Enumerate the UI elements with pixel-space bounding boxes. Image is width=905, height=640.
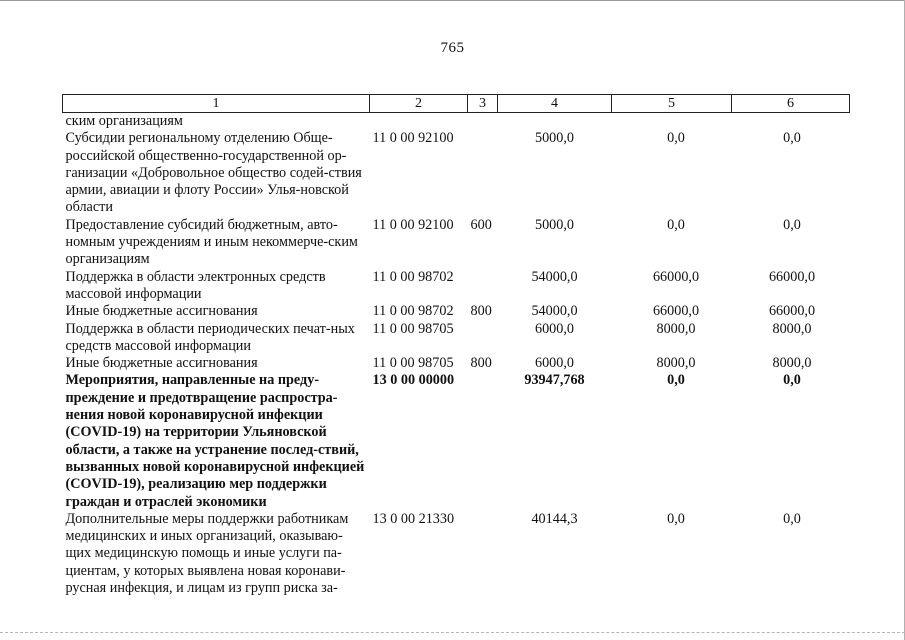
row-value-4: 54000,0	[531, 303, 578, 320]
page-top-edge	[0, 0, 905, 1]
row-code: 11 0 00 92100	[372, 216, 454, 233]
row-code: 11 0 00 98702	[372, 303, 454, 320]
row-expense-type	[468, 372, 498, 510]
budget-table	[62, 94, 850, 597]
row-expense-type	[468, 113, 498, 131]
row-value-6: 66000,0	[768, 303, 816, 320]
row-expense-type: 800	[470, 355, 492, 372]
row-value-5: 0,0	[667, 510, 685, 527]
row-name: Иные бюджетные ассигнования	[65, 303, 258, 320]
table-row	[63, 130, 850, 216]
row-value-6: 0,0	[783, 130, 801, 147]
row-name: Дополнительные меры поддержки работникам медицинских и иных организаций, оказываю-щих медицинскую помощь и иные услуги па-циентам, у которых выявлена новая коронави-русная инфекция, и лицам из групп риска за-	[65, 510, 349, 597]
row-name: Субсидии региональному отделению Обще-российской общественно-государственной ор-ганизации «Добровольное общество содей-ствия армии, авиации и флоту России» Улья-новской области	[65, 130, 362, 216]
row-value-5: 0,0	[667, 130, 685, 147]
row-code: 13 0 00 00000	[372, 372, 455, 389]
row-name: Поддержка в области периодических печат-ных средств массовой информации	[65, 320, 355, 354]
table-row	[63, 303, 850, 320]
table-row	[63, 217, 850, 269]
row-code: 11 0 00 98705	[372, 355, 454, 372]
row-value-5	[612, 113, 732, 131]
row-expense-type	[468, 130, 498, 216]
row-value-4: 40144,3	[531, 510, 578, 527]
row-name: Иные бюджетные ассигнования	[65, 355, 258, 372]
column-header-6: 6	[732, 95, 850, 113]
row-name: Предоставление субсидий бюджетным, авто-номным учреждениям и иным некоммерче-ским организациям	[65, 216, 358, 268]
row-value-5: 0,0	[667, 216, 685, 233]
row-value-4: 5000,0	[534, 130, 574, 147]
row-value-5: 0,0	[667, 372, 685, 389]
row-value-4: 54000,0	[531, 268, 578, 285]
row-code: 11 0 00 98702	[372, 268, 454, 285]
row-expense-type	[468, 269, 498, 304]
row-name: Мероприятия, направленные на преду-преждение и предотвращение распростра-нения новой коронавирусной инфекции (COVID-19) на территории Ульяновской области, а также на устранение послед-ствий, вызванных новой коронавирусной инфекцией (COVID-19), реализацию мер поддержки граждан и отраслей экономики	[65, 372, 365, 510]
row-value-6: 8000,0	[772, 320, 812, 337]
column-header-2: 2	[370, 95, 468, 113]
table-row	[63, 269, 850, 304]
column-header-5: 5	[612, 95, 732, 113]
table-body	[63, 113, 850, 598]
row-value-4: 6000,0	[534, 320, 574, 337]
column-header-4: 4	[498, 95, 612, 113]
table-row-section	[63, 372, 850, 510]
row-name: ским организациям	[65, 113, 183, 129]
row-code: 11 0 00 98705	[372, 320, 454, 337]
row-expense-type	[468, 321, 498, 356]
row-value-6: 66000,0	[768, 268, 816, 285]
page-number: 765	[440, 40, 465, 56]
row-name: Поддержка в области электронных средств массовой информации	[65, 268, 326, 302]
row-value-6: 8000,0	[772, 355, 812, 372]
row-value-6: 0,0	[783, 216, 801, 233]
row-value-5: 66000,0	[652, 303, 700, 320]
row-code	[370, 113, 468, 131]
row-value-6: 0,0	[783, 510, 801, 527]
header-row	[63, 95, 850, 113]
row-value-4: 6000,0	[534, 355, 574, 372]
table-header	[63, 95, 850, 113]
table-row	[63, 511, 850, 597]
row-value-6: 0,0	[783, 372, 801, 389]
row-value-4: 93947,768	[524, 372, 585, 389]
row-code: 11 0 00 92100	[372, 130, 454, 147]
column-header-1: 1	[63, 95, 370, 113]
table-row	[63, 113, 850, 131]
row-code: 13 0 00 21330	[372, 510, 455, 527]
page-bottom-edge	[0, 632, 905, 634]
row-expense-type: 800	[470, 303, 492, 320]
row-value-5: 8000,0	[656, 320, 696, 337]
row-value-5: 8000,0	[656, 355, 696, 372]
table-row	[63, 355, 850, 372]
row-value-4: 5000,0	[534, 216, 574, 233]
table-row	[63, 321, 850, 356]
column-header-3: 3	[468, 95, 498, 113]
row-expense-type	[468, 511, 498, 597]
row-value-6	[732, 113, 850, 131]
row-expense-type: 600	[470, 216, 492, 233]
row-value-5: 66000,0	[652, 268, 700, 285]
row-value-4	[498, 113, 612, 131]
